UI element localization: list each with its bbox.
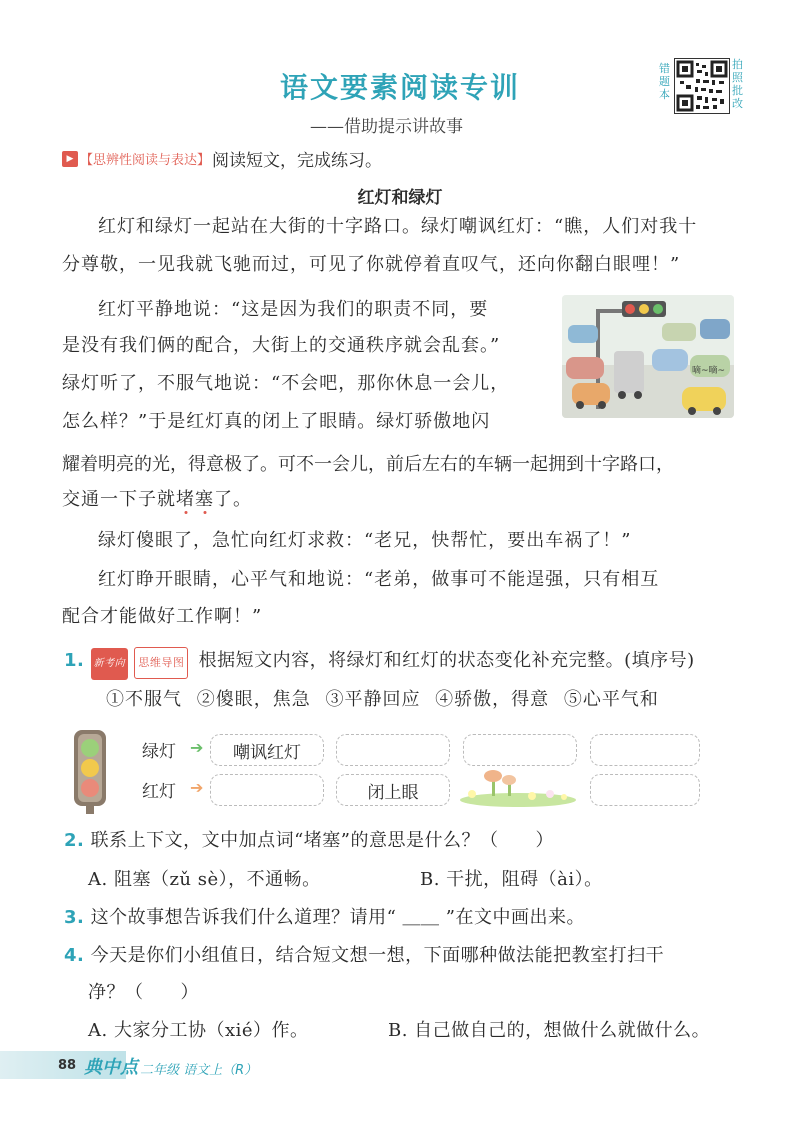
story-paragraph-3: 绿灯傻眼了，急忙向红灯求救：“老兄，快帮忙，要出车祸了！” [98, 530, 632, 551]
arrow-right-icon: ➔ [190, 778, 204, 797]
page-subtitle: ——借助提示讲故事 [310, 117, 463, 137]
question-4-line2: 净？（ ） [88, 982, 199, 1003]
question-number: 1. [64, 650, 85, 671]
row-label-green: 绿灯 [142, 742, 176, 762]
instruction-tag: 【思辨性阅读与表达】 [80, 153, 211, 168]
brand-logo: 典中点 [84, 1057, 138, 1078]
story-paragraph-2e: 耀着明亮的光，得意极了。可不一会儿，前后左右的车辆一起拥到十字路口， [62, 454, 674, 475]
footer-grade: 二年级 语文上（R） [140, 1063, 258, 1078]
red-box-4[interactable] [590, 774, 700, 806]
badge-mindmap: 思维导图 [134, 647, 188, 679]
green-box-1: 嘲讽红灯 [210, 734, 324, 766]
story-title: 红灯和绿灯 [357, 188, 443, 208]
dotted-char: 塞 [195, 489, 214, 510]
question-2-option-b: B. 干扰，阻碍（ài）。 [420, 869, 603, 890]
question-3 [64, 903, 585, 933]
story-paragraph-2b: 是没有我们俩的配合，大街上的交通秩序就会乱套。” [62, 335, 501, 356]
play-icon: ▶ [62, 151, 78, 167]
flowers-icon [458, 768, 578, 812]
illustration-caption: 嘀~嘀~ [692, 366, 726, 376]
text-segment: 交通一下子就 [62, 489, 176, 510]
story-paragraph-2d: 怎么样？”于是红灯真的闭上了眼睛。绿灯骄傲地闪 [62, 411, 491, 432]
question-text: 根据短文内容，将绿灯和红灯的状态变化补充完整。(填序号) [198, 650, 695, 671]
green-box-3[interactable] [463, 734, 577, 766]
question-2-option-a: A. 阻塞（zǔ sè），不通畅。 [88, 869, 321, 890]
arrow-right-icon: ➔ [190, 738, 204, 757]
question-2 [64, 826, 554, 856]
question-number: 2. [64, 830, 85, 851]
text-segment: 了。 [214, 489, 252, 510]
page-number: 88 [58, 1058, 77, 1073]
question-4-option-a: A. 大家分工协（xié）作。 [88, 1020, 309, 1041]
qr-code-icon[interactable] [674, 58, 730, 114]
story-paragraph-2a: 红灯平静地说：“这是因为我们的职责不同，要 [98, 299, 489, 320]
traffic-light-icon [66, 726, 114, 818]
red-box-1[interactable] [210, 774, 324, 806]
question-number: 4. [64, 945, 85, 966]
badge-new: 新考向 [91, 648, 129, 680]
question-text: 今天是你们小组值日，结合短文想一想，下面哪种做法能把教室打扫干 [90, 945, 665, 966]
traffic-illustration [562, 295, 734, 418]
question-text: 这个故事想告诉我们什么道理？请用“ ＿＿ ”在文中画出来。 [90, 907, 585, 928]
story-paragraph-1b: 分尊敬，一见我就飞驰而过，可见了你就停着直叹气，还向你翻白眼哩！” [62, 254, 681, 275]
instruction-text: 阅读短文，完成练习。 [212, 151, 383, 171]
qr-left-label: 错题本 [659, 62, 670, 101]
question-1-options: ①不服气 ②傻眼，焦急 ③平静回应 ④骄傲，得意 ⑤心平气和 [106, 689, 659, 710]
story-paragraph-2f [62, 482, 252, 518]
question-1 [64, 646, 695, 680]
question-text: 联系上下文，文中加点词“堵塞”的意思是什么？（ ） [90, 830, 555, 851]
story-paragraph-1a: 红灯和绿灯一起站在大街的十字路口。绿灯嘲讽红灯：“瞧，人们对我十 [98, 216, 698, 237]
page-title: 语文要素阅读专训 [279, 71, 520, 104]
question-number: 3. [64, 907, 85, 928]
question-4-option-b: B. 自己做自己的，想做什么就做什么。 [388, 1020, 711, 1041]
story-paragraph-2c: 绿灯听了，不服气地说：“不会吧，那你休息一会儿， [62, 373, 510, 394]
question-4 [64, 941, 664, 971]
dotted-char: 堵 [176, 489, 195, 510]
green-box-2[interactable] [336, 734, 450, 766]
instruction-line [62, 146, 382, 171]
story-paragraph-4a: 红灯睁开眼睛，心平气和地说：“老弟，做事可不能逞强，只有相互 [98, 569, 660, 590]
green-box-4[interactable] [590, 734, 700, 766]
red-box-2: 闭上眼 [336, 774, 450, 806]
story-paragraph-4b: 配合才能做好工作啊！” [62, 606, 263, 627]
row-label-red: 红灯 [142, 782, 176, 802]
qr-right-label: 拍照批改 [732, 58, 743, 110]
